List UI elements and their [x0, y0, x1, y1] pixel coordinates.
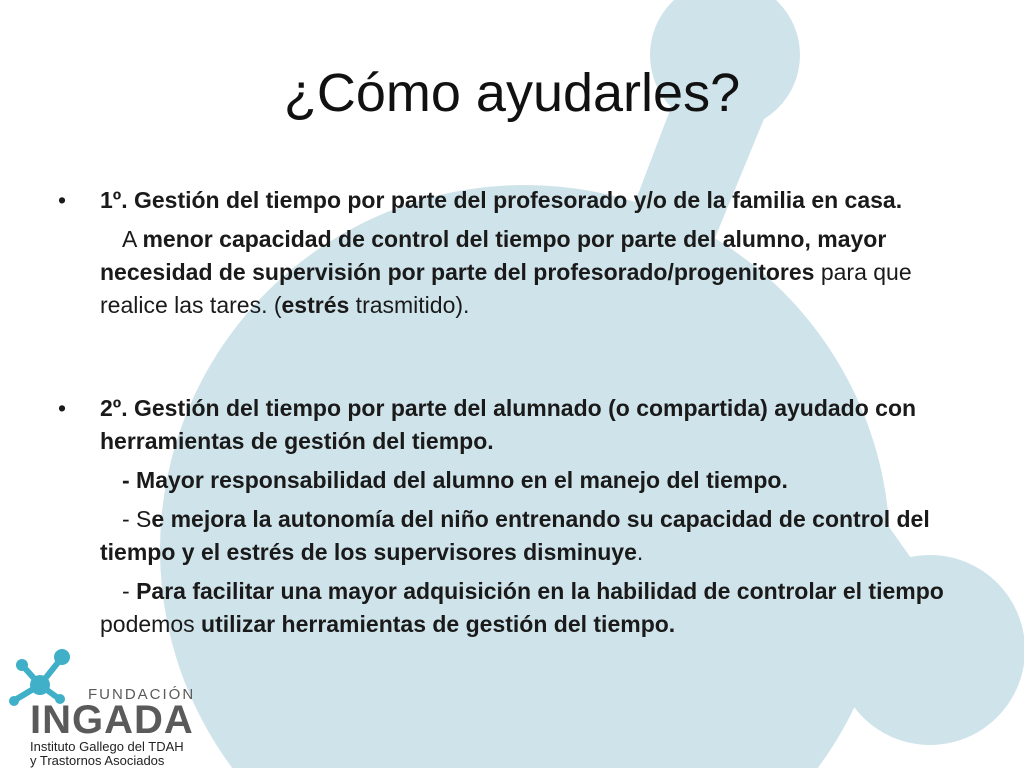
bullet-2-line-1: - Mayor responsabilidad del alumno en el manejo del tiempo. [122, 467, 788, 493]
slide-content [58, 184, 958, 641]
bullet-2-heading: 2º. Gestión del tiempo por parte del alumnado (o compartida) ayudado con herramientas de gestión del tiempo. [100, 395, 917, 454]
bullet-1-heading: 1º. Gestión del tiempo por parte del profesorado y/o de la familia en casa. [100, 187, 903, 213]
bullet-2-line-2: - Se mejora la autonomía del niño entrenando su capacidad de control del tiempo y el estrés de los supervisores disminuye. [100, 506, 930, 565]
logo-fundacion-text: FUNDACIÓN [88, 686, 196, 703]
bullet-item-1 [58, 184, 958, 322]
bullet-2-line-3: - Para facilitar una mayor adquisición en la habilidad de controlar el tiempo podemos utilizar herramientas de gestión del tiempo. [100, 578, 944, 637]
logo-subtitle-line-2: y Trastornos Asociados [30, 753, 165, 768]
bullet-1-body: A menor capacidad de control del tiempo por parte del alumno, mayor necesidad de supervisión por parte del profesorado/progenitores para que realice las tares. (estrés trasmitido). [100, 226, 912, 318]
bullet-marker: • [58, 395, 67, 421]
logo-subtitle [30, 740, 184, 768]
slide-title: ¿Cómo ayudarles? [283, 63, 741, 123]
logo-name-text: INGADA [30, 698, 194, 742]
bullet-marker: • [58, 187, 67, 213]
bullet-item-2 [58, 392, 958, 641]
logo-subtitle-line-1: Instituto Gallego del TDAH [30, 739, 184, 754]
